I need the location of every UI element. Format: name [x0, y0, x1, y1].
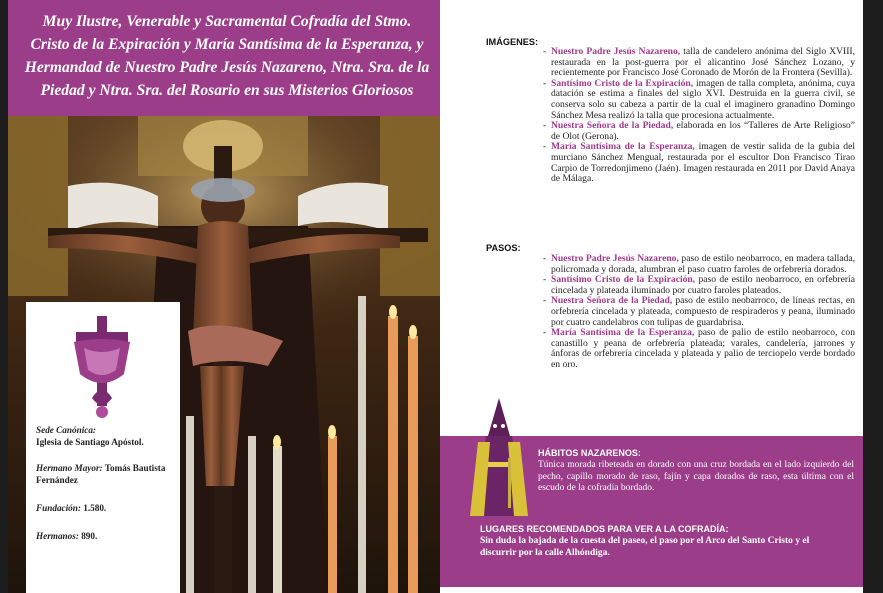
hermanos — [36, 530, 176, 542]
imagenes-heading: IMÁGENES: — [486, 37, 539, 47]
imagen-text: talla de candelero anónima del Siglo XVIII, restaurada en la post-guerra por el alicantino José Sánchez Lozano, y recientemente por Francisco José Coronado de Morón de la Frontera (Sevilla). — [551, 46, 855, 79]
fundacion-value: 1.580. — [83, 503, 107, 513]
right-page — [440, 0, 863, 593]
imagenes-list — [543, 47, 855, 185]
right-frame — [863, 0, 883, 593]
imagen-name: Nuestra Señora de la Piedad, — [551, 120, 674, 132]
paso-name: Nuestro Padre Jesús Nazareno, — [551, 253, 679, 264]
habitos-heading: HÁBITOS NAZARENOS: — [538, 448, 641, 458]
sede-value: Iglesia de Santiago Apóstol. — [36, 437, 144, 447]
title-band — [8, 0, 440, 116]
list-item: - Nuestro Padre Jesús Nazareno, talla de candelero anónima del Siglo XVIII, restaurada en la post-guerra por el alicantino José Sánchez Lozano, y recientemente por Francisco José Coronado de Morón de la Frontera (Sevilla). — [543, 46, 855, 79]
habitos-text: Túnica morada ribeteada en dorado con una cruz bordada en el lado izquierdo del pecho, capillo morado de raso, fajín y capa dorados de raso, esta última con el escudo de la cofradía bordado. — [538, 460, 854, 494]
imagen-text: imagen de talla completa, anónima, cuya datación se estima a finales del siglo XVI. Destruida en la guerra civil, se conserva solo su cabeza a partir de la cual el imaginero granadino Domingo Sánchez Mesa realizó la talla que procesiona actualmente. — [551, 77, 856, 121]
nazareno-figure-icon — [468, 398, 530, 516]
list-item: - Santísimo Cristo de la Expiración, imagen de talla completa, anónima, cuya datación se estima a finales del siglo XVI. Destruida en la guerra civil, se conserva solo su cabeza a partir de la cual el imaginero granadino Domingo Sánchez Mesa realizó la talla que procesiona actualmente. — [543, 77, 856, 121]
imagen-name: María Santísima de la Esperanza, — [551, 141, 695, 153]
paso-text: paso de estilo neobarroco, en orfebrería cincelada y plateada iluminado por cuatro faroles plateados. — [551, 274, 855, 296]
left-frame — [0, 0, 8, 593]
sede-canonica — [36, 424, 176, 448]
pasos-heading: PASOS: — [486, 243, 521, 253]
paso-name: María Santísima de la Esperanza, — [551, 327, 695, 339]
paso-name: Nuestra Señora de la Piedad, — [551, 295, 673, 307]
hermanos-label: Hermanos: — [36, 531, 79, 541]
list-item: - María Santísima de la Esperanza, imagen de vestir salida de la gubia del murciano Sánchez Mengual, restaurada por el escultor Don Francisco Tirao Carpio de Torredonjimeno (Jaén). Imagen restaurada en 2011 por David Anaya de Málaga. — [543, 141, 855, 185]
hermano-mayor — [36, 462, 176, 486]
paso-text: paso de palio de estilo neobarroco, con canastillo y peana de orfebrería plateada; varales, candelería, jarrones y ánforas de orfebrería cincelada y plateada y palio de terciopelo verde bordado en oro. — [551, 327, 855, 370]
imagen-name: Nuestro Padre Jesús Nazareno, — [551, 46, 681, 57]
hermanos-value: 890. — [81, 531, 98, 541]
brotherhood-emblem-icon — [70, 312, 134, 420]
imagen-text: elaborada en los “Talleres de Arte Religioso” de Olot (Gerona). — [551, 120, 855, 142]
list-item: - Nuestra Señora de la Piedad, paso de estilo neobarroco, de líneas rectas, en orfebrería cincelada y plateada, compuesto de respiraderos y peana, iluminado por cuatro candelabros con tulipas de guardabrisa. — [543, 295, 855, 328]
hermano-label: Hermano Mayor: — [36, 463, 103, 473]
paso-text: paso de estilo neobarroco, en madera tallada, policromada y dorada, alumbran el paso cuatro faroles de orfebrería dorados. — [551, 253, 855, 275]
sede-label: Sede Canónica: — [36, 425, 96, 435]
fundacion-label: Fundación: — [36, 503, 81, 513]
fundacion — [36, 502, 176, 514]
hermano-value: Tomás Bautista Fernández — [36, 463, 166, 485]
paso-text: paso de estilo neobarroco, de líneas rectas, en orfebrería cincelada y plateada, compuesto de respiraderos y peana, iluminado por cuatro candelabros con tulipas de guardabrisa. — [551, 295, 855, 328]
lugares-text: Sin duda la bajada de la cuesta del paseo, el paso por el Arco del Santo Cristo y el discurrir por la calle Alhóndiga. — [480, 536, 810, 558]
list-item: - María Santísima de la Esperanza, paso de palio de estilo neobarroco, con canastillo y peana de orfebrería plateada; varales, candelería, jarrones y ánforas de orfebrería cincelada y plateada y palio de terciopelo verde bordado en oro. — [543, 327, 855, 370]
lugares-heading: LUGARES RECOMENDADOS PARA VER A LA COFRADÍA: — [480, 524, 729, 534]
list-item: - Santísimo Cristo de la Expiración, paso de estilo neobarroco, en orfebrería cincelada y plateada iluminado por cuatro faroles plateados. — [543, 274, 855, 296]
imagen-text: imagen de vestir salida de la gubia del murciano Sánchez Mengual, restaurada por el escultor Don Francisco Tirao Carpio de Torredonjimeno (Jaén). Imagen restaurada en 2011 por David Anaya de Málaga. — [551, 141, 855, 185]
brotherhood-title: Muy Ilustre, Venerable y Sacramental Cofradía del Stmo. Cristo de la Expiración y María Santísima de la Esperanza, y Hermandad de Nuestro Padre Jesús Nazareno, Ntra. Sra. de la Piedad y Ntra. Sra. del Rosario en sus Misterios Gloriosos — [24, 13, 430, 99]
paso-name: Santísimo Cristo de la Expiración, — [551, 274, 696, 286]
left-page — [8, 0, 440, 593]
pasos-list — [543, 254, 855, 371]
list-item: - Nuestro Padre Jesús Nazareno, paso de estilo neobarroco, en madera tallada, policromada y dorada, alumbran el paso cuatro faroles de orfebrería dorados. — [543, 253, 855, 275]
imagen-name: Santísimo Cristo de la Expiración, — [551, 77, 694, 89]
list-item: - Nuestra Señora de la Piedad, elaborada en los “Talleres de Arte Religioso” de Olot (Gerona). — [543, 120, 855, 142]
info-card — [26, 302, 180, 593]
